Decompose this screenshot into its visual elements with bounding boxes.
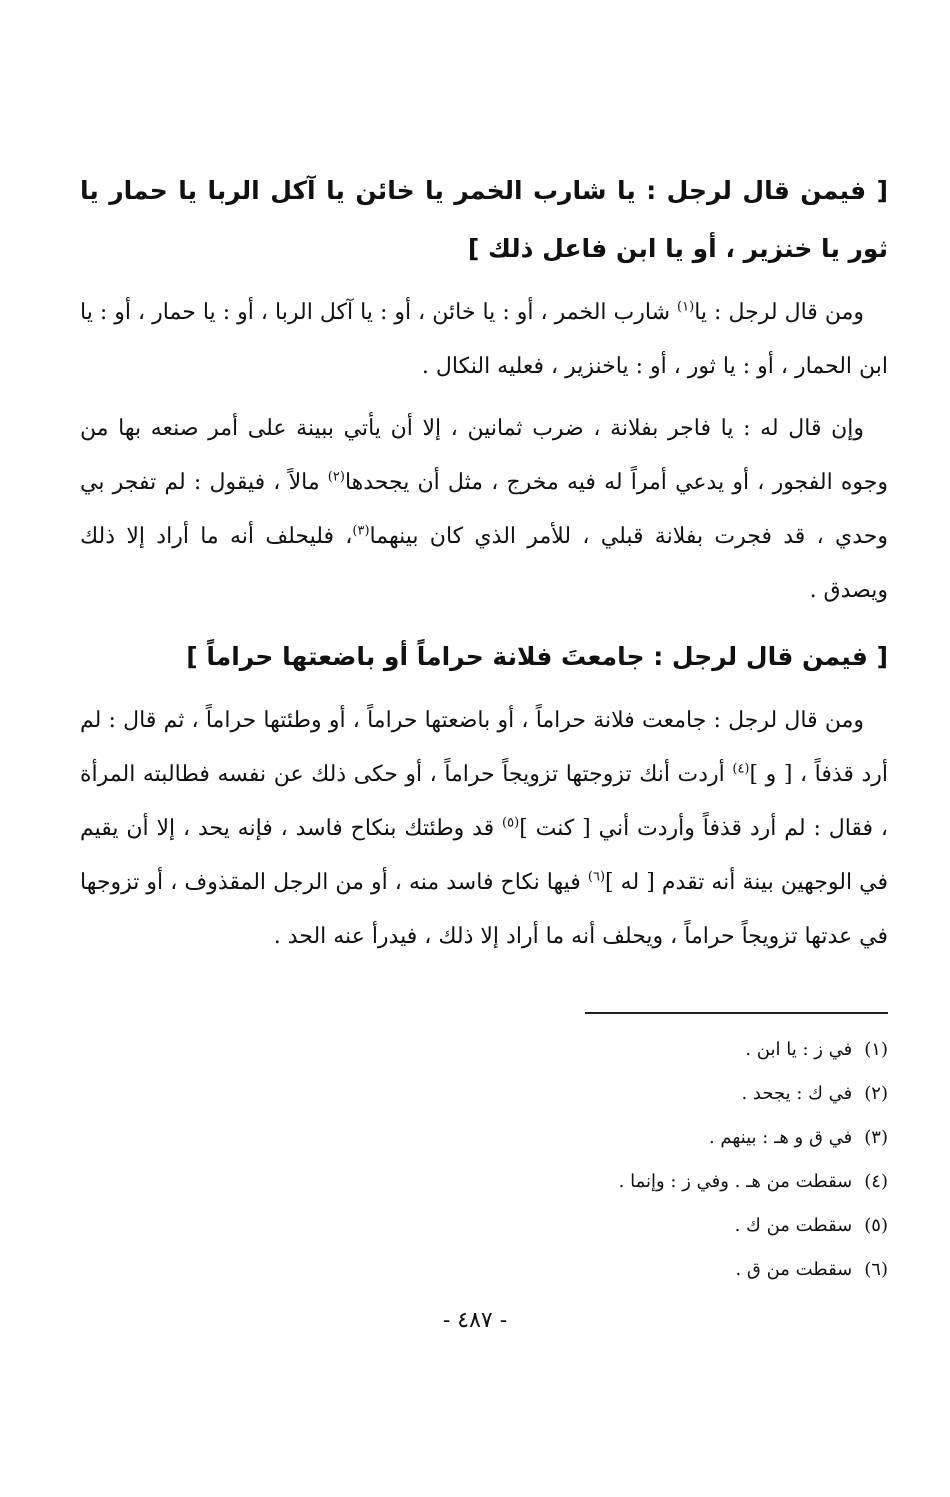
section-heading-2: [ فيمن قال لرجل : جامعتَ فلانة حراماً أو باضعتها حراماً ] <box>186 642 888 671</box>
page-body <box>80 150 888 964</box>
footnote-ref-5: (٥) <box>502 815 520 831</box>
footnote-ref-2: (٢) <box>327 469 345 485</box>
footnote-number: (٥) <box>864 1215 888 1236</box>
footnote-number: (٤) <box>864 1171 888 1192</box>
paragraph-3 <box>80 694 888 964</box>
footnote-ref-3: (٣) <box>352 523 370 539</box>
footnote-text: سقطت من هـ . وفي ز : وإنما . <box>618 1171 853 1192</box>
footnote-item <box>300 1204 888 1248</box>
paragraph-text: وإن قال له : يا فاجر بفلانة ، ضرب ثمانين ، إلا أن يأتي ببينة على أمر صنعه بها من وجوه الفجور ، أو يدعي أمراً له فيه مخرج ، مثل أن يجحدها <box>80 416 888 495</box>
footnote-number: (٣) <box>864 1127 888 1148</box>
footnote-item <box>300 1248 888 1292</box>
footnote-text: في ك : يجحد . <box>741 1083 853 1104</box>
page-number: - ٤٨٧ - <box>442 1308 508 1333</box>
footnote-divider <box>585 1012 888 1014</box>
paragraph-text: مالاً ، فيقول : لم تفجر بي وحدي ، قد فجرت بفلانة قبلي ، للأمر الذي كان بينهما <box>80 470 888 549</box>
footnote-ref-6: (٦) <box>587 869 606 885</box>
footnote-text: في ق و هـ : بينهم . <box>708 1127 853 1148</box>
footnote-item <box>300 1116 888 1160</box>
footnote-number: (٢) <box>864 1083 888 1104</box>
paragraph-text: ، فليحلف أنه ما أراد إلا ذلك ويصدق . <box>80 524 888 603</box>
paragraph-text: ومن قال لرجل : يا <box>694 300 864 325</box>
paragraph-text: فيها نكاح فاسد منه ، أو من الرجل المقذوف ، أو تزوجها في عدتها تزويجاً حراماً ، ويحلف أنه ما أراد إلا ذلك ، فيدرأ عنه الحد . <box>80 870 888 949</box>
footnote-item <box>300 1072 888 1116</box>
footnote-number: (١) <box>864 1039 888 1060</box>
footnote-text: سقطت من ق . <box>735 1259 853 1280</box>
paragraph-2 <box>80 402 888 618</box>
paragraph-text: ومن قال لرجل : جامعت فلانة حراماً ، أو باضعتها حراماً ، أو وطئتها حراماً ، ثم قال : لم أرد قذفاً ، [ و ] <box>80 708 888 787</box>
footnote-ref-1: (١) <box>677 299 695 315</box>
footnote-item <box>300 1160 888 1204</box>
footnote-item <box>300 1028 888 1072</box>
footnote-ref-4: (٤) <box>732 761 750 777</box>
paragraph-text: قد وطئتك بنكاح فاسد ، فإنه يحد ، إلا أن يقيم في الوجهين بينة أنه تقدم [ له ] <box>80 816 888 895</box>
footnote-text: سقطت من ك . <box>734 1215 853 1236</box>
paragraph-text: شارب الخمر ، أو : يا خائن ، أو : يا آكل الربا ، أو : يا حمار ، أو : يا ابن الحمار ، أو : يا ثور ، أو : ياخنزير ، فعليه النكال . <box>80 300 888 379</box>
paragraph-text: أردت أنك تزوجتها تزويجاً حراماً ، أو حكى ذلك عن نفسه فطالبته المرأة ، فقال : لم أرد قذفاً وأردت أني [ كنت ] <box>80 762 888 841</box>
section-heading-1: [ فيمن قال لرجل : يا شارب الخمر يا خائن يا آكل الربا يا حمار يا ثور يا خنزير ، أو يا ابن فاعل ذلك ] <box>80 176 888 263</box>
footnotes-list <box>300 1028 888 1292</box>
footnote-text: في ز : يا ابن . <box>745 1039 853 1060</box>
footnote-number: (٦) <box>864 1259 888 1280</box>
paragraph-1 <box>80 286 888 394</box>
